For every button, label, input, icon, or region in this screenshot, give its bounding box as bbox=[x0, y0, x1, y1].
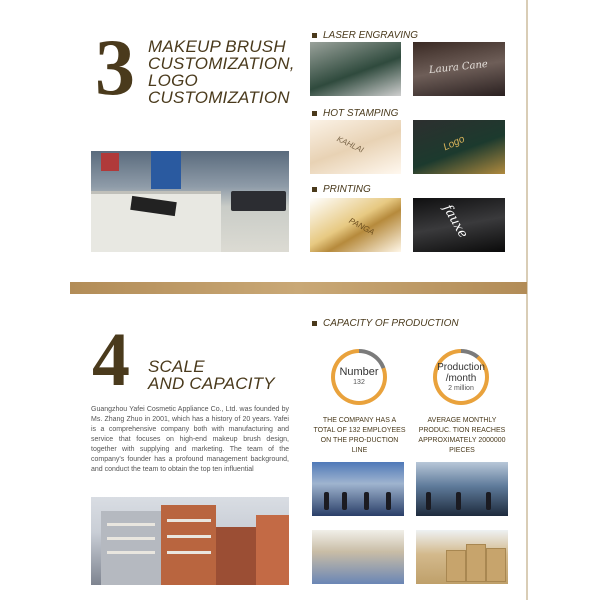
print-brush-photo-1 bbox=[310, 198, 401, 252]
photo-detail bbox=[486, 492, 491, 510]
heading-label: LASER ENGRAVING bbox=[323, 30, 419, 41]
engraving-sample: Laura Cane bbox=[428, 58, 489, 77]
section-number-3: 3 bbox=[95, 24, 135, 112]
photo-detail bbox=[364, 492, 369, 510]
laser-engraving-heading bbox=[312, 30, 418, 41]
capacity-heading bbox=[312, 318, 459, 329]
workshop-photo-3 bbox=[312, 530, 404, 584]
engraving-sample: Logo bbox=[441, 133, 467, 154]
production-caption: AVERAGE MONTHLY PRODUC. TION REACHES APPROXIMATELY 2000000 PIECES bbox=[418, 417, 506, 454]
stat-label: Number bbox=[339, 366, 379, 378]
employee-caption: THE COMPANY HAS A TOTAL OF 132 EMPLOYEES ON THE PRO-DUCTION LINE bbox=[313, 417, 406, 454]
photo-detail bbox=[107, 551, 155, 554]
laser-machine-photo bbox=[91, 151, 289, 252]
photo-detail bbox=[426, 492, 431, 510]
section-4-title bbox=[148, 358, 288, 392]
stat-value: 132 bbox=[353, 379, 365, 386]
photo-detail bbox=[256, 515, 289, 585]
photo-detail bbox=[167, 535, 211, 538]
photo-detail bbox=[167, 551, 211, 554]
section-3-title bbox=[148, 38, 298, 106]
workshop-photo-1 bbox=[312, 462, 404, 516]
stat-label: Production bbox=[437, 361, 485, 373]
bullet-square-icon bbox=[312, 321, 317, 326]
hot-stamp-brush-photo-2 bbox=[413, 120, 505, 174]
photo-detail bbox=[216, 527, 256, 585]
photo-detail bbox=[107, 537, 155, 540]
print-brush-photo-2 bbox=[413, 198, 505, 252]
bullet-square-icon bbox=[312, 33, 317, 38]
laser-brush-photo-1 bbox=[310, 42, 401, 96]
title-line: CUSTOMIZATION bbox=[148, 88, 290, 107]
stat-label: /month bbox=[445, 372, 477, 384]
hot-stamping-heading bbox=[312, 108, 398, 119]
photo-detail bbox=[466, 544, 486, 582]
photo-detail bbox=[101, 153, 119, 171]
engraving-sample: KAHLAI bbox=[335, 134, 366, 155]
title-line: SCALE bbox=[148, 357, 205, 376]
bullet-square-icon bbox=[312, 111, 317, 116]
hot-stamp-brush-photo-1 bbox=[310, 120, 401, 174]
stat-value: 2 million bbox=[448, 384, 474, 392]
page-edge-line bbox=[526, 0, 528, 600]
title-line: MAKEUP BRUSH bbox=[148, 37, 286, 56]
printing-heading bbox=[312, 184, 371, 195]
workshop-photo-2 bbox=[416, 462, 508, 516]
photo-detail bbox=[386, 492, 391, 510]
keyboard-detail bbox=[231, 191, 286, 211]
engraving-sample: PANGA bbox=[347, 216, 376, 237]
photo-detail bbox=[161, 505, 216, 585]
section-divider bbox=[70, 282, 527, 294]
warehouse-photo bbox=[416, 530, 508, 584]
photo-detail bbox=[446, 550, 466, 582]
heading-label: CAPACITY OF PRODUCTION bbox=[323, 318, 459, 329]
section-number-4: 4 bbox=[92, 318, 130, 402]
photo-detail bbox=[167, 519, 211, 522]
employee-count-ring bbox=[331, 349, 387, 405]
photo-detail bbox=[107, 523, 155, 526]
photo-detail bbox=[342, 492, 347, 510]
title-line: LOGO bbox=[148, 71, 198, 90]
bullet-square-icon bbox=[312, 187, 317, 192]
laser-brush-photo-2 bbox=[413, 42, 505, 96]
photo-detail bbox=[486, 548, 506, 582]
factory-building-photo bbox=[91, 497, 289, 585]
photo-detail bbox=[324, 492, 329, 510]
production-ring bbox=[433, 349, 489, 405]
title-line: AND CAPACITY bbox=[148, 374, 275, 393]
title-line: CUSTOMIZATION, bbox=[148, 54, 295, 73]
engraving-sample: fauxe bbox=[439, 202, 471, 241]
photo-detail bbox=[151, 151, 181, 189]
heading-label: PRINTING bbox=[323, 184, 371, 195]
heading-label: HOT STAMPING bbox=[323, 108, 399, 119]
company-description: Guangzhou Yafei Cosmetic Appliance Co., Ltd. was founded by Ms. Zhang Zhuo in 2001, which has a history of 20 years. Yafei is a comprehensive company both with manufacturing and service that focuses on high-end makeup brush design, together with supplying and marketing. The team of the company's founder has a profound management background, and conduct the team to obtain the top ten influential bbox=[91, 406, 289, 473]
photo-detail bbox=[456, 492, 461, 510]
